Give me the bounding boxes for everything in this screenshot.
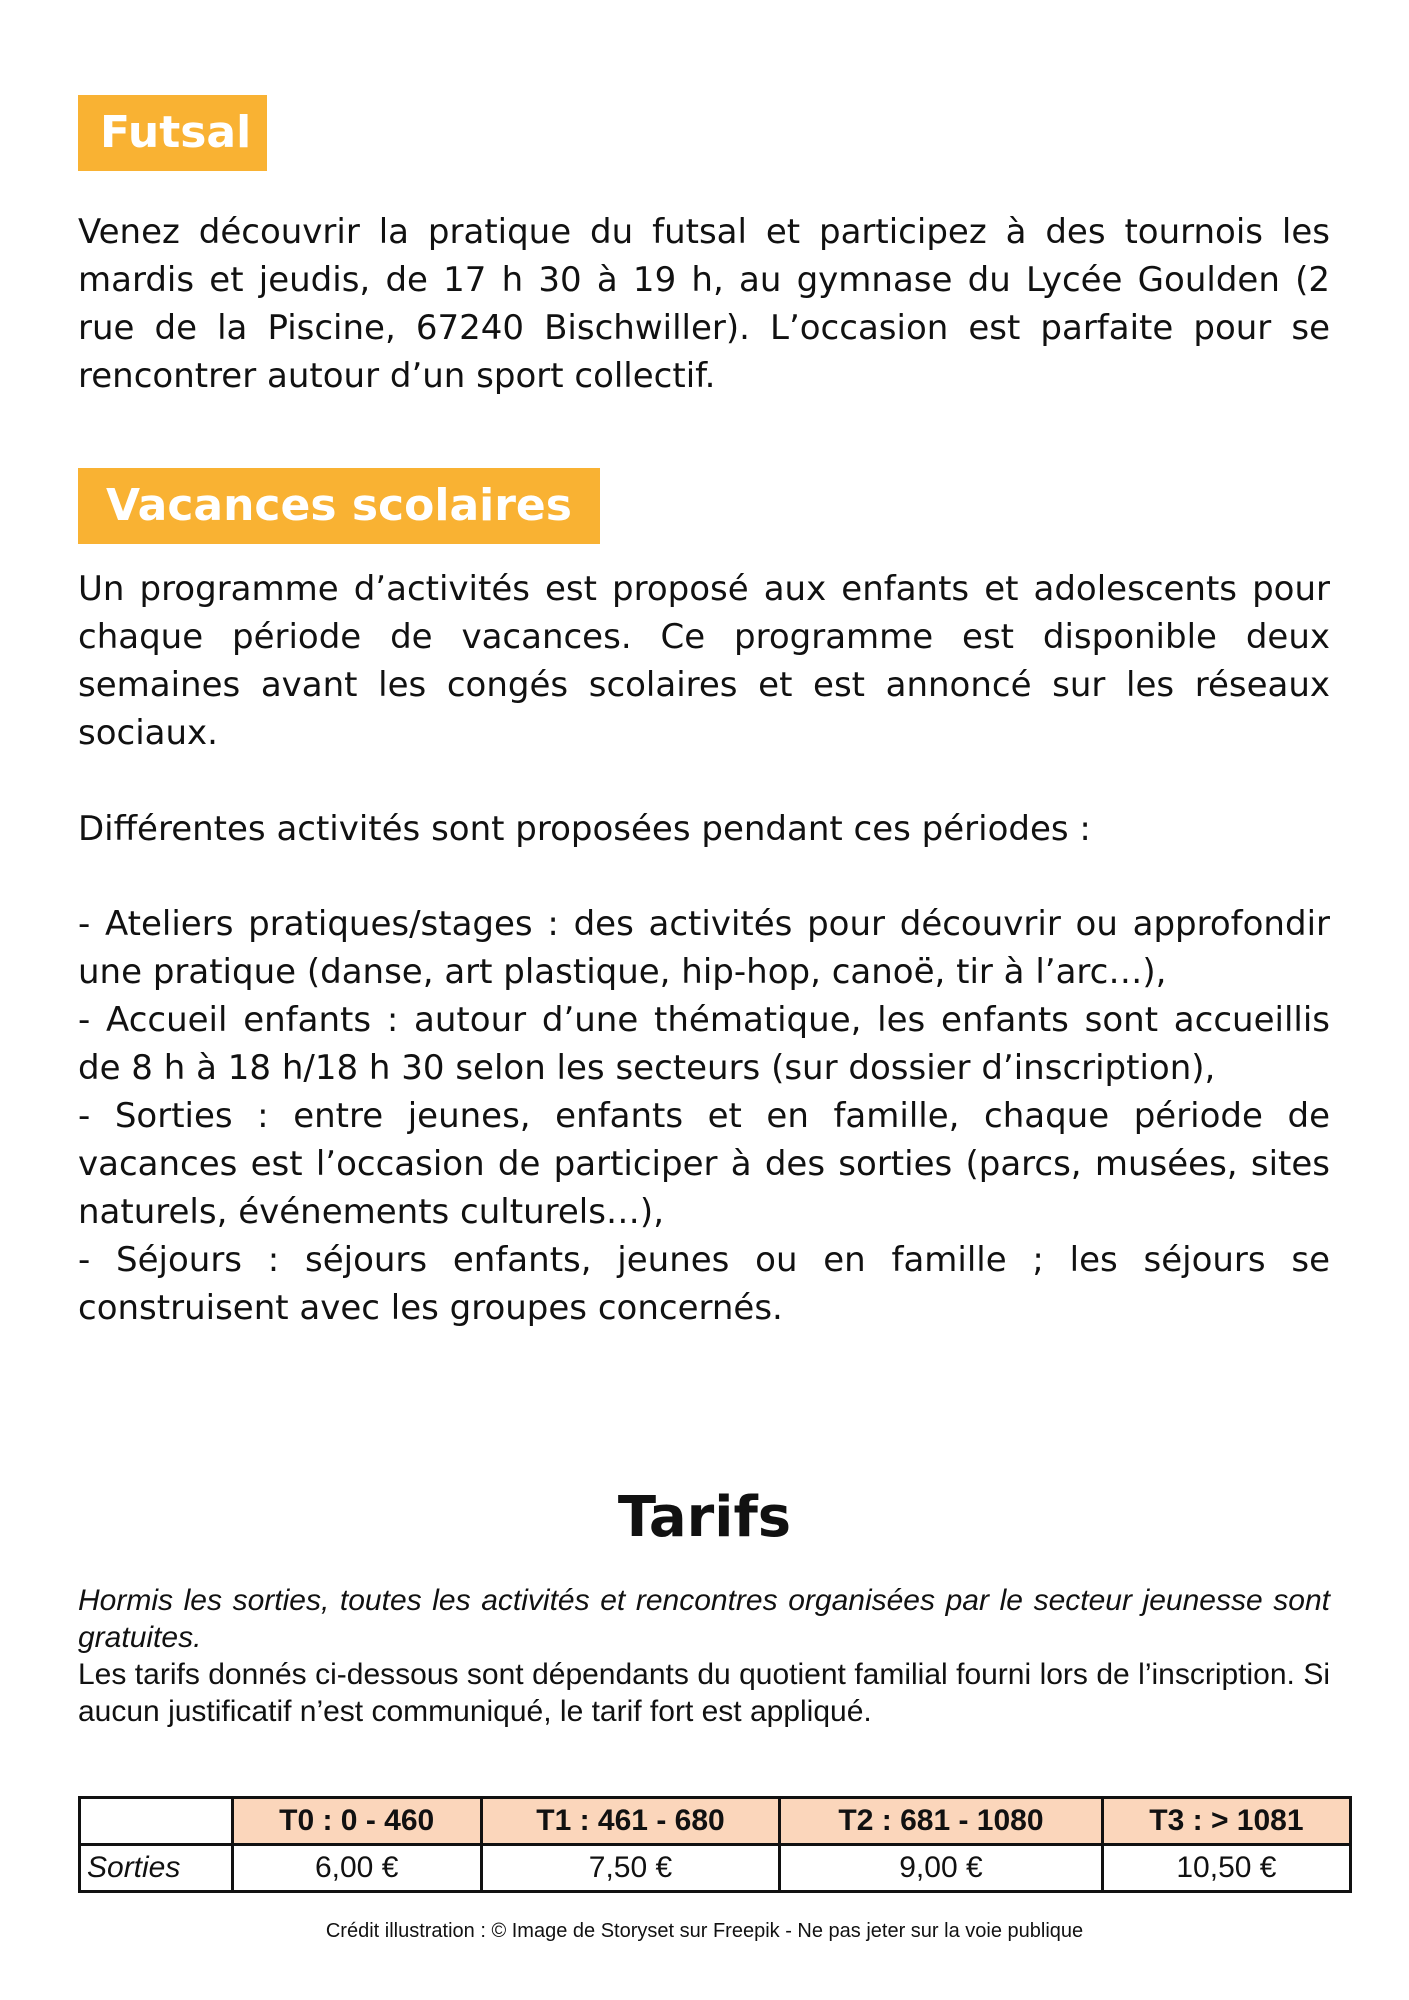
list-item: - Accueil enfants : autour d’une thématique, les enfants sont accueillis de 8 h à 18 h/18 h 30 selon les secteurs (sur dossier d’inscription), [78,1000,1330,1088]
activities-intro: Différentes activités sont proposées pendant ces périodes : [78,809,1091,849]
section-title-futsal: Futsal [78,95,267,171]
table-row-label: Sorties [80,1845,233,1892]
list-item: - Sorties : entre jeunes, enfants et en famille, chaque période de vacances est l’occasion de participer à des sorties (parcs, musées, sites naturels, événements culturels…), [78,1096,1330,1232]
list-item: - Séjours : séjours enfants, jeunes ou en famille ; les séjours se construisent avec les groupes concernés. [78,1240,1330,1328]
table-header-cell: T3 : > 1081 [1102,1798,1350,1845]
table-header-cell: T1 : 461 - 680 [481,1798,779,1845]
list-item: - Ateliers pratiques/stages : des activités pour découvrir ou approfondir une pratique (danse, art plastique, hip-hop, canoë, tir à l’arc…), [78,904,1330,992]
table-row [80,1845,1351,1892]
table-cell: 6,00 € [232,1845,481,1892]
tarifs-table [78,1796,1352,1893]
tarifs-note-italic: Hormis les sorties, toutes les activités et rencontres organisées par le secteur jeunesse sont gratuites. [78,1584,1330,1654]
table-header-cell: T2 : 681 - 1080 [780,1798,1103,1845]
vacances-paragraph: Un programme d’activités est proposé aux enfants et adolescents pour chaque période de vacances. Ce programme est disponible deux semaines avant les congés scolaires et est annoncé sur les réseaux sociaux. [78,569,1330,753]
tarifs-note: Les tarifs donnés ci-dessous sont dépendants du quotient familial fourni lors de l’inscription. Si aucun justificatif n’est communiqué, le tarif fort est appliqué. [78,1658,1330,1728]
table-corner-cell [80,1798,233,1845]
activities-list [78,900,1330,1332]
table-cell: 9,00 € [780,1845,1103,1892]
table-header-row [80,1798,1351,1845]
section-title-vacances: Vacances scolaires [78,468,600,544]
futsal-paragraph: Venez découvrir la pratique du futsal et participez à des tournois les mardis et jeudis, de 17 h 30 à 19 h, au gymnase du Lycée Goulden (2 rue de la Piscine, 67240 Bischwiller). L’occasion est parfaite pour se rencontrer autour d’un sport collectif. [78,212,1330,396]
table-header-cell: T0 : 0 - 460 [232,1798,481,1845]
table-cell: 7,50 € [481,1845,779,1892]
tarifs-heading: Tarifs [617,1485,792,1550]
table-cell: 10,50 € [1102,1845,1350,1892]
footer-credit: Crédit illustration : © Image de Storyset sur Freepik - Ne pas jeter sur la voie publique [325,1920,1084,1942]
